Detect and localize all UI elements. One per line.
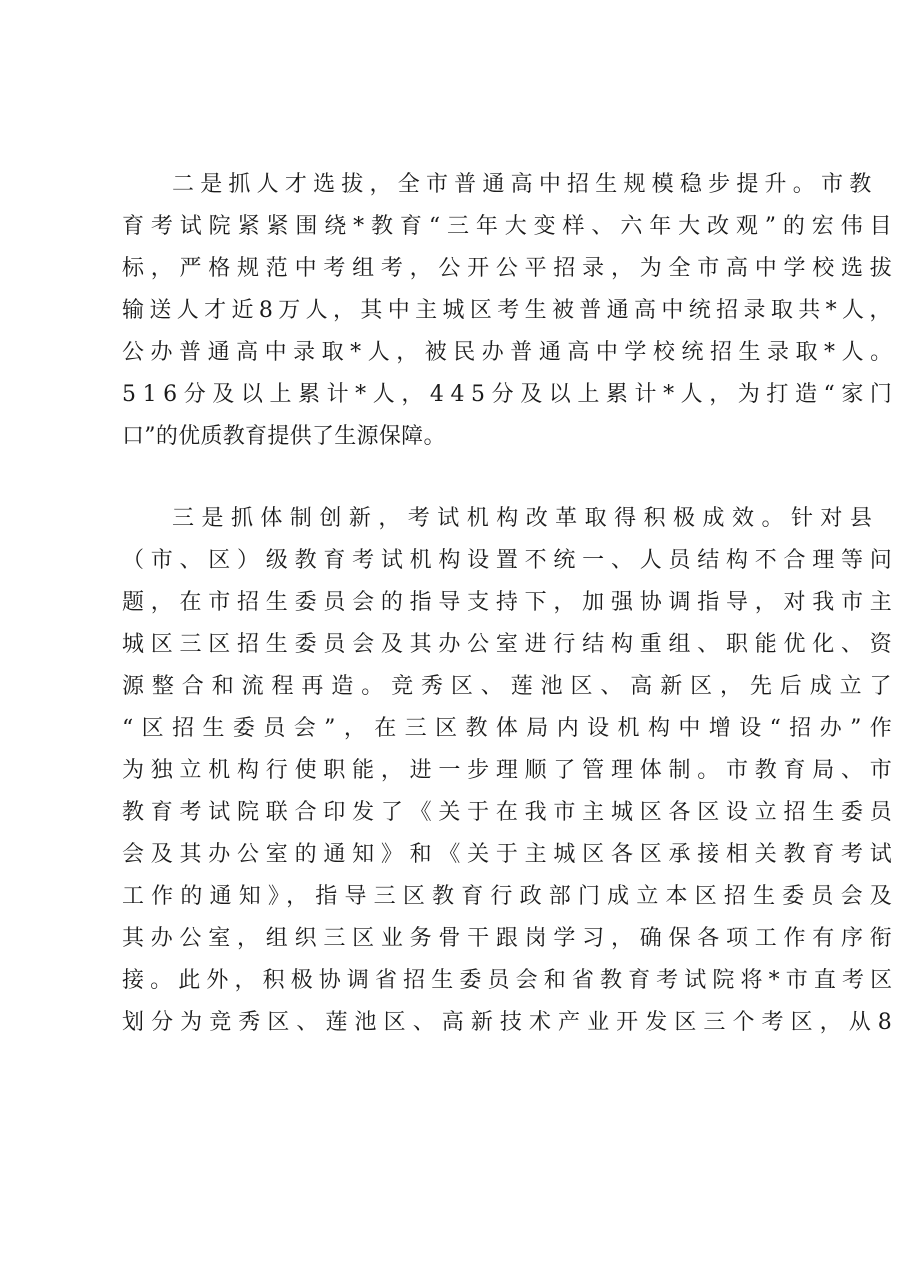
paragraph-line: 城区三区招生委员会及其办公室进行结构重组、职能优化、资 [122,632,899,657]
paragraph-line: 划分为竞秀区、莲池区、高新技术产业开发区三个考区，从8 [122,1010,899,1035]
paragraph-line: 题，在市招生委员会的指导支持下，加强协调指导，对我市主 [122,590,899,615]
paragraph-line: 公办普通高中录取*人，被民办普通高中学校统招生录取*人。 [122,340,899,365]
paragraph-line: 其办公室，组织三区业务骨干跟岗学习，确保各项工作有序衔 [122,926,899,951]
paragraph-line: “区招生委员会”，在三区教体局内设机构中增设“招办”作 [122,716,901,741]
paragraph-line: 口”的优质教育提供了生源保障。 [122,424,446,449]
paragraph-line: 教育考试院联合印发了《关于在我市主城区各区设立招生委员 [122,800,899,825]
paragraph-line: 会及其办公室的通知》和《关于主城区各区承接相关教育考试 [122,842,899,867]
paragraph-line: 标，严格规范中考组考，公开公平招录，为全市高中学校选拔 [122,256,899,281]
paragraph-line: 工作的通知》，指导三区教育行政部门成立本区招生委员会及 [122,884,899,909]
paragraph-line: 三是抓体制创新，考试机构改革取得积极成效。针对县 [172,506,880,531]
paragraph-line: 接。此外，积极协调省招生委员会和省教育考试院将*市直考区 [122,968,899,993]
paragraph-line: 输送人才近8万人，其中主城区考生被普通高中统招录取共*人， [122,298,897,323]
paragraph-line: 育考试院紧紧围绕*教育“三年大变样、六年大改观”的宏伟目 [122,214,899,239]
paragraph-line: 源整合和流程再造。竞秀区、莲池区、高新区，先后成立了 [122,674,900,699]
paragraph-line: （市、区）级教育考试机构设置不统一、人员结构不合理等问 [122,548,899,573]
paragraph-line: 二是抓人才选拔，全市普通高中招生规模稳步提升。市教 [172,172,878,197]
paragraph-line: 为独立机构行使职能，进一步理顺了管理体制。市教育局、市 [122,758,899,783]
paragraph-line: 516分及以上累计*人，445分及以上累计*人，为打造“家门 [122,382,899,407]
